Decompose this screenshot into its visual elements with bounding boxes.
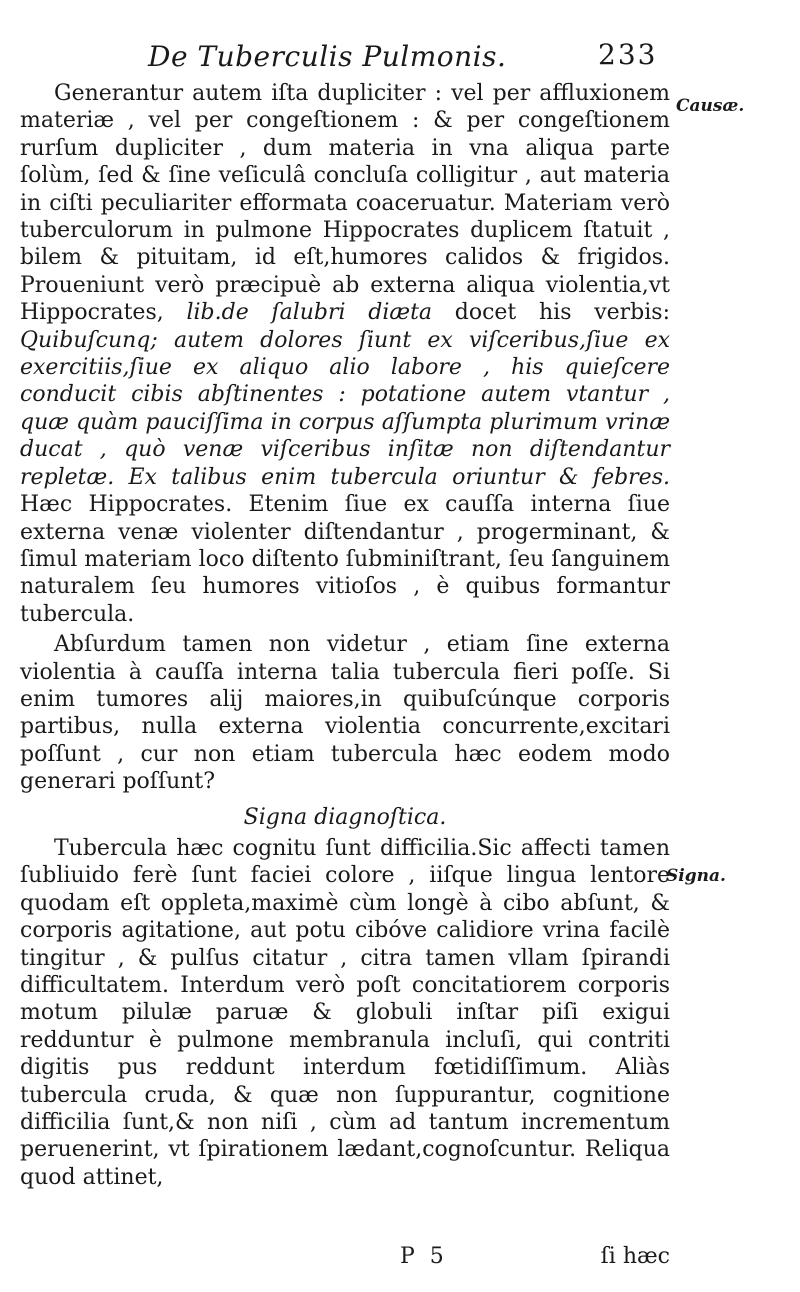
paragraph-causes [20,80,670,628]
paragraph-causes-text-a: Generantur autem iſta dupliciter : vel per affluxionem materiæ , vel per congeſtionem : & per congeſtionem rurſum dupliciter , dum materia in vna aliqua parte ſolùm, ſed & ſine veſiculâ concluſa colligitur , aut materia in ciſti peculiariter efformata coaceruatur. Materiam verò tuberculorum in pulmone Hippocrates duplicem ſtatuit , bilem & pituitam, id eſt,humores calidos & frigidos. Proueniunt verò præcipuè ab externa aliqua violentia,vt Hippocrates, [20,81,670,326]
page-number: 233 [598,38,658,71]
running-head [20,38,780,78]
paragraph-argument: Abſurdum tamen non videtur , etiam ſine externa violentia à cauſſa interna talia tubercula fieri poſſe. Si enim tumores alij maiores,in quibuſcúnque corporis partibus, nulla externa violentia concurrente,excitari poſſunt , cur non etiam tubercula hæc eodem modo generari poſſunt? [20,632,670,795]
page-footer [20,1244,670,1284]
margin-note-signa: Signa. [666,866,726,886]
paragraph-causes-text-c: Hæc Hippocrates. Etenim ſiue ex cauſſa interna ſiue externa venæ violenter diſtendantur , progerminant, & ſimul materiam loco diſtento ſubminiſtrant, ſeu ſanguinem naturalem ſeu humores vitioſos , è quibus formantur tubercula. [20,492,671,627]
paragraph-signs: Tubercula hæc cognitu ſunt difficilia.Sic affecti tamen ſubliuido ferè ſunt faciei colore , iiſque lingua lentore quodam eſt oppleta,maximè cùm longè à cibo abſunt, & corporis agitatione, aut potu cibóve calidiore vrina facilè tingitur , & pulſus citatur , citra tamen vllam ſpirandi difficultatem. Interdum verò poſt concitatiorem corporis motum pilulæ paruæ & globuli inſtar piſi exigui redduntur è pulmone membranula incluſi, qui contriti digitis pus reddunt interdum fœtidiſſimum. Aliàs tubercula cruda, & quæ non ſuppurantur, cognitione difficilia ſunt,& non niſi , cùm ad tantum incrementum peruenerint, vt ſpirationem lædant,cognoſcuntur. Reliqua quod attinet, [20,835,670,1190]
hippocrates-quotation: Quibuſcunq; autem dolores ſiunt ex viſceribus,ſiue ex exercitiis,ſiue ex aliquo alio labore , his quieſcere conducit cibis abſtinentes : potatione autem vtantur , quæ quàm pauciſſima in corpus aſſumpta plurimum vrinæ ducat , quò venæ viſceribus inſitæ non diſtendantur repletæ. Ex talibus enim tubercula oriuntur & febres. [20,327,670,490]
running-title: De Tuberculis Pulmonis. [148,40,507,73]
catchword: ſi hæc [600,1244,670,1269]
main-text [20,80,670,1191]
section-heading: Signa diagnoſtica. [243,804,447,830]
paragraph-causes-text-b: docet his verbis: [454,300,671,326]
signature-mark: P 5 [400,1244,448,1269]
margin-note-causae: Causæ. [676,96,745,116]
citation-reference: lib.de ſalubri diæta [186,300,433,326]
